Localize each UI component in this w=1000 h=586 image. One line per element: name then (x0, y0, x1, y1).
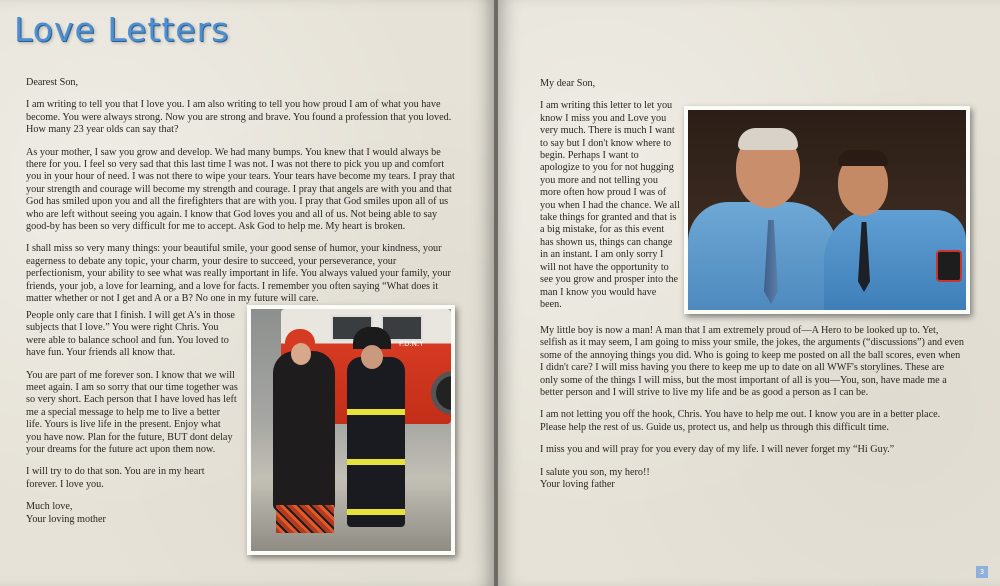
father-closing: I salute you son, my hero!! (540, 466, 650, 478)
father-son-photo (684, 106, 970, 314)
mother-signature: Your loving mother (26, 513, 106, 525)
page-title: Love Letters (14, 10, 230, 49)
father-letter-body (540, 325, 964, 501)
mother-letter-wrapped (26, 310, 238, 536)
mother-paragraph-4: People only care that I finish. I will get A's in those subjects that I love.” You were right Chris. You were able to balance school and fun. You loved to have fun. Your friends all know that. (26, 310, 235, 359)
firehouse-photo (247, 305, 455, 555)
mother-salutation: Dearest Son, (26, 77, 79, 88)
truck-label: F.D.N.Y (399, 340, 424, 348)
father-paragraph-4: I miss you and will pray for you every day of my life. I will never forget my “Hi Guy.” (540, 444, 895, 456)
mother-paragraph-3: I shall miss so very many things: your beautiful smile, your good sense of humor, your kindness, your eagerness to debate any topic, your charm, your desire to succeed, your perseverance, your perfectionism, your ability to see what was really important in life. You always valued your family, your friends, your job, a love for learning, and a love for facts. I remember you often saying “What does it matter whether or not I get and A or a B? No one in my future will care. (26, 243, 451, 305)
father-figure (688, 202, 838, 310)
mother-closing: Much love, (26, 501, 73, 513)
mother-paragraph-2: As your mother, I saw you grow and develop. We had many bumps. You knew that I would always be there for you. I feel so very sad that this last time I was not. I was not there to pick you up and comfort you in your hour of need. I was not there to wipe your tears. Your tears have become my tears. I pray that your strength and courage will become my strength and courage. I pray that angels are with you and that God has smiled upon you and all the firefighters that are with you. I pray that God smiles upon all of us who are left without seeing you again. I know that God loves you and all of us. Not being able to say good-by has been so very difficult for me to accept. Ask God to help me. My heart is broken. (26, 146, 455, 233)
father-salutation: My dear Son, (540, 78, 596, 89)
father-paragraph-2: My little boy is now a man! A man that I am extremely proud of—A Hero to be looked up to. Yet, selfish as it may seem, I am going to miss your smile, the jokes, the arguments (“discussions”) and even some of the annoying things you did. Who is going to keep me posted on all the ball scores, even when I didn't care? I will miss having you there to keep me up to date on all WWF's storylines. These are only some of the things I will miss, but the most important of all is you—You, son, have made me a better person and I will strive to live my life and be as good a person as I can be. (540, 325, 964, 399)
page-number: 3 (976, 566, 988, 578)
uniform-patch (936, 250, 962, 282)
mother-figure (273, 351, 335, 511)
mother-paragraph-5: You are part of me forever son. I know that we will meet again. I am so sorry that our time together was so very short. Each person that I have loved has left me a special message to help me to live a better life. Yours is live life in the present. Enjoy what you have now. Plan for the future, BUT dont delay your dreams for the future act upon them now. (26, 369, 238, 456)
father-paragraph-1: I am writing this letter to let you know I miss you and Love you very much. There is much I want to say but I don't know where to begin. Perhaps I want to apologize to you for not hugging you more and not telling you more often how proud I was of you when I had the chance. We all take things for granted and that is a big mistake, for as this event has shown us, things can change in an instant. I am only sorry I will not have the opportunity to see you grow and prosper into the man I know you would have been. (540, 100, 680, 310)
father-signature: Your loving father (540, 479, 615, 491)
mother-letter-top (26, 77, 456, 316)
mother-paragraph-1: I am writing to tell you that I love you. I am also writing to tell you how proud I am of what you have become. You were always strong. Now you are strong and brave. You found a profession that you loved. How many 23 year olds can say that? (26, 99, 452, 136)
father-letter-intro (540, 78, 680, 321)
left-page (0, 0, 494, 586)
mother-paragraph-6: I will try to do that son. You are in my heart forever. I love you. (26, 466, 205, 490)
firefighter-figure (347, 357, 405, 527)
father-paragraph-3: I am not letting you off the hook, Chris. You have to help me out. I know you are in a better place. Please help the rest of us. Guide us, protect us, and help us through this difficult time. (540, 409, 941, 433)
